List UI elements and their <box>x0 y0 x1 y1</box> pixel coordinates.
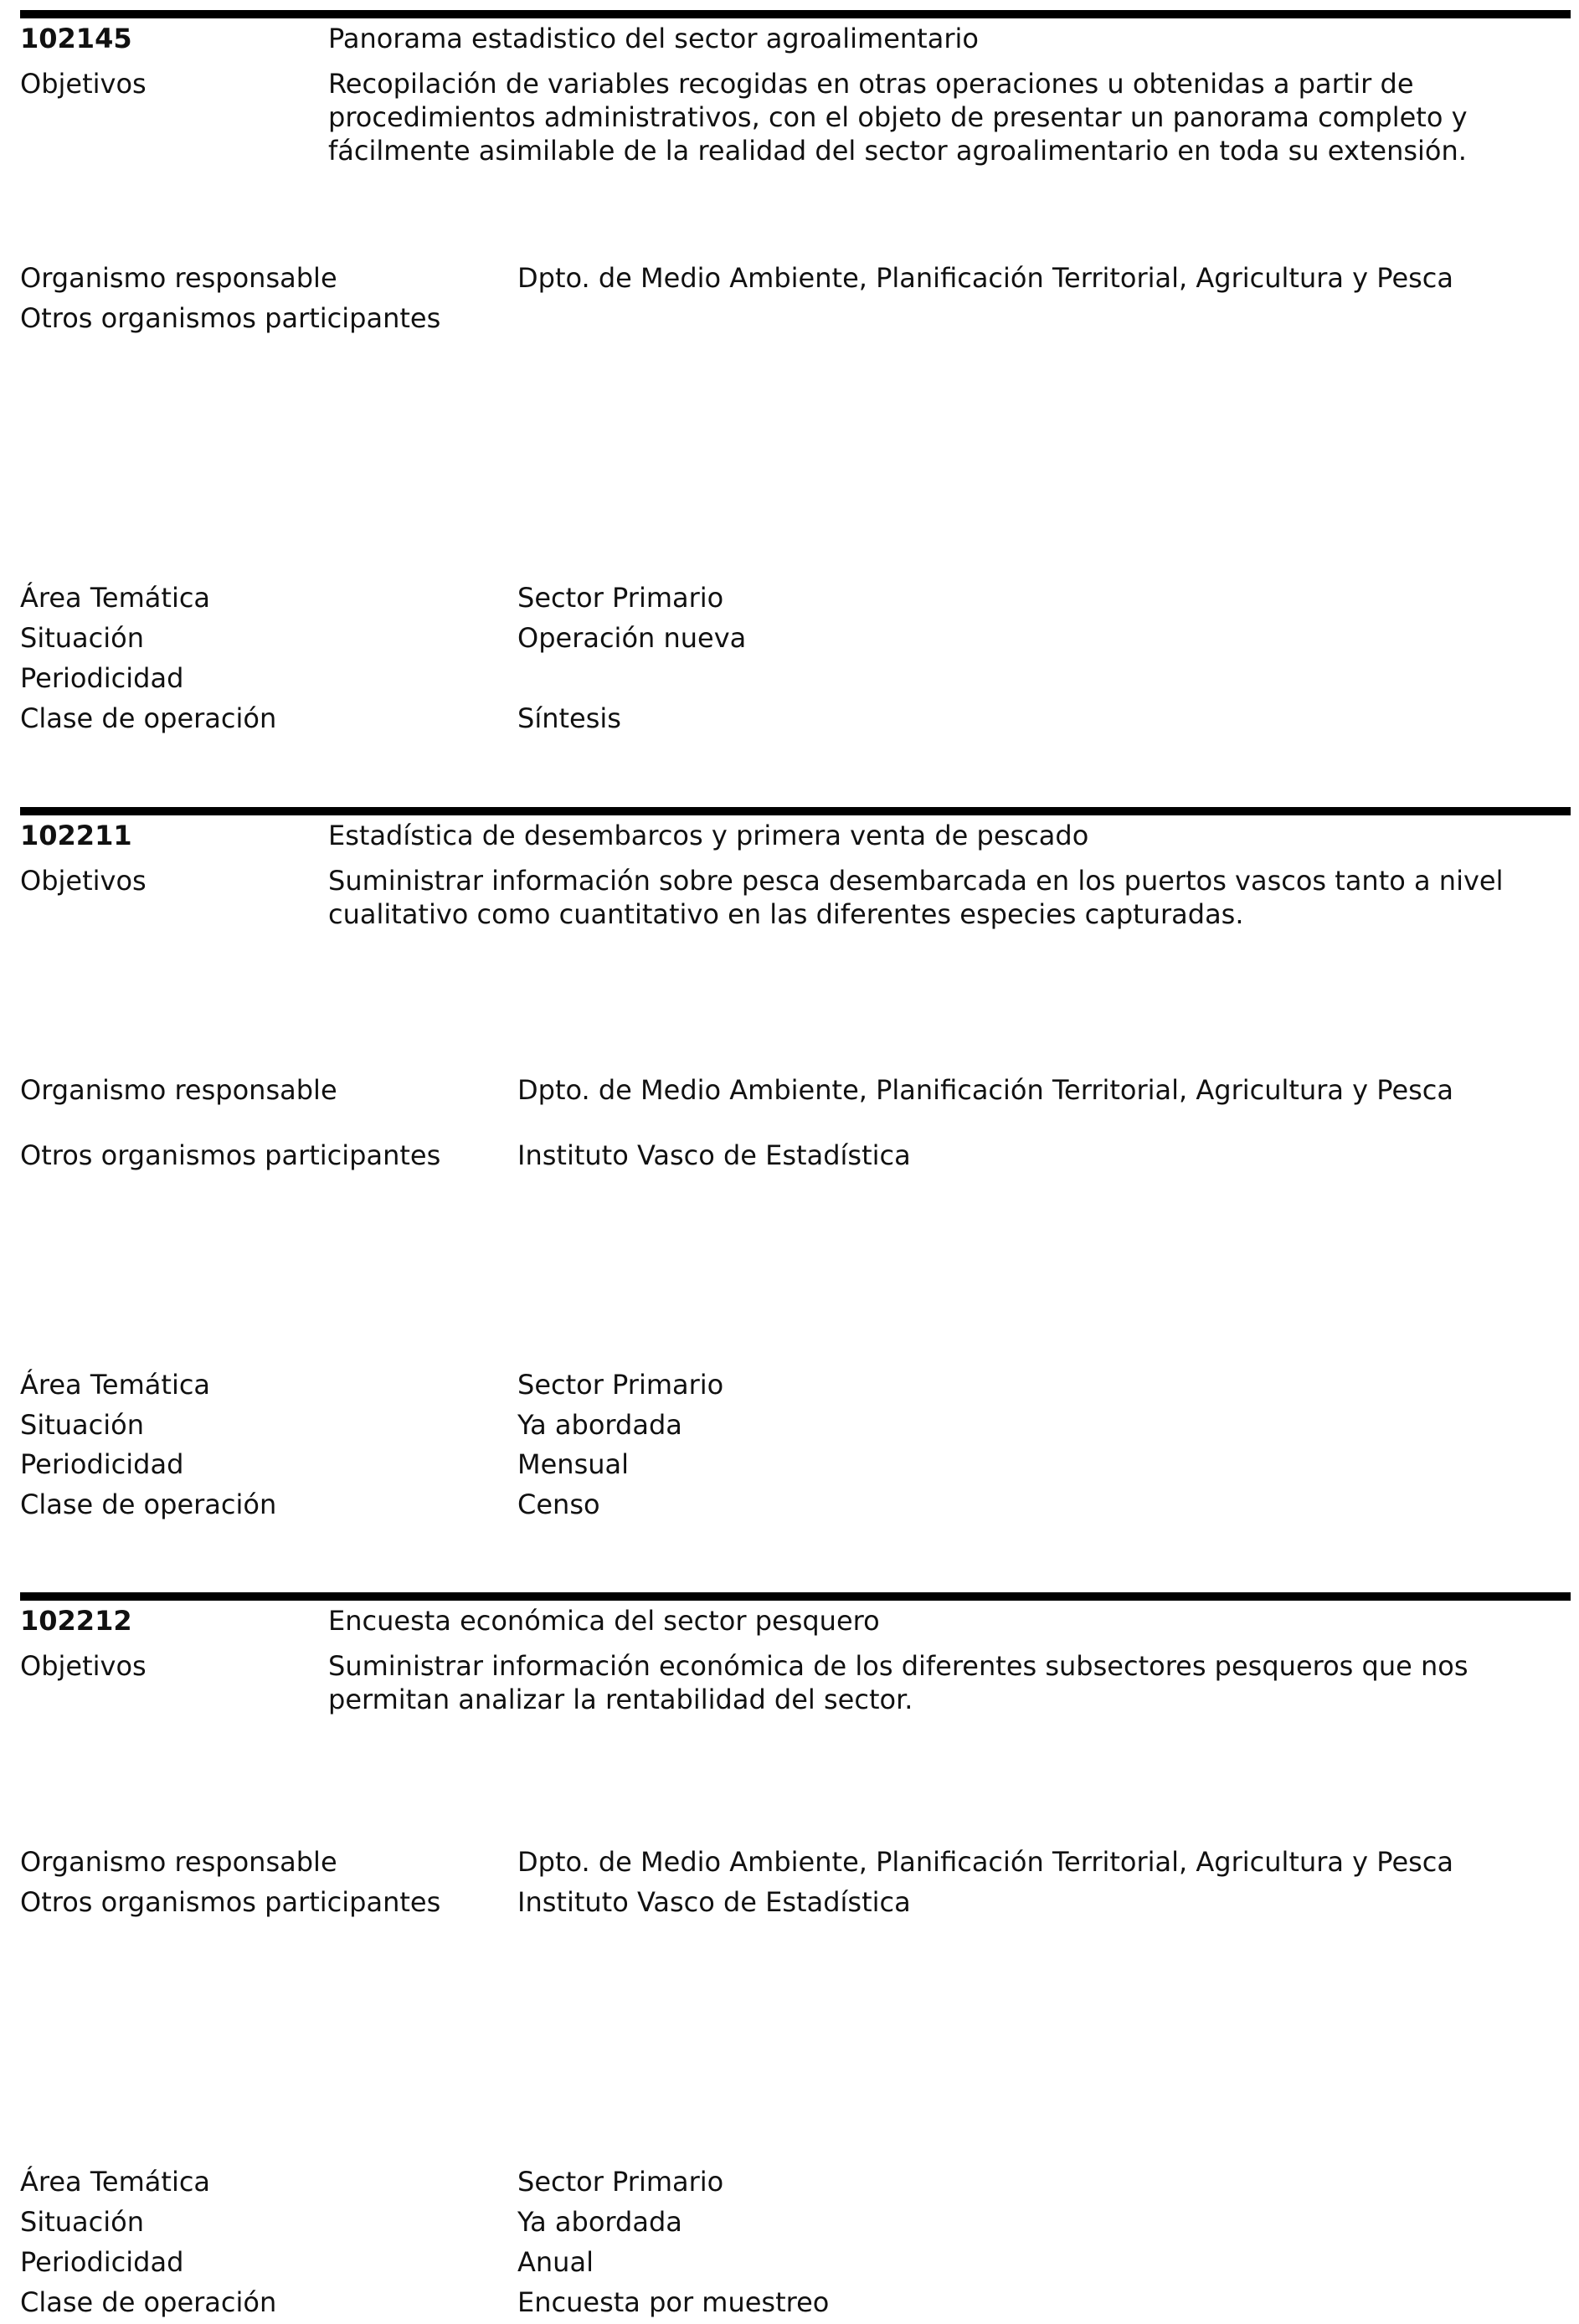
situacion-row <box>20 2205 1571 2239</box>
periodicidad-value <box>517 661 1571 695</box>
otros-label: Otros organismos participantes <box>20 1139 441 1171</box>
record-102145 <box>20 10 1571 167</box>
objetivos-text: Suministrar información económica de los diferentes subsectores pesqueros que nos permitan analizar la rentabilidad del sector. <box>328 1650 1468 1715</box>
objetivos-text: Recopilación de variables recogidas en otras operaciones u obtenidas a partir de procedimientos administrativos, con el objeto de presentar un panorama completo y fácilmente asimilable de la realidad del sector agroalimentario en toda su extensión. <box>328 68 1468 167</box>
record-header <box>20 1604 1571 1638</box>
situacion-value: Ya abordada <box>517 1409 682 1441</box>
periodicidad-value: Mensual <box>517 1448 630 1480</box>
record-header <box>20 22 1571 55</box>
organismo-label: Organismo responsable <box>20 1846 337 1878</box>
area-label: Área Temática <box>20 582 211 614</box>
organismo-value: Dpto. de Medio Ambiente, Planificación Territorial, Agricultura y Pesca <box>517 262 1453 294</box>
clase-row <box>20 702 1571 735</box>
organismo-value: Dpto. de Medio Ambiente, Planificación Territorial, Agricultura y Pesca <box>517 1074 1453 1106</box>
clase-row <box>20 1488 1571 1521</box>
record-code: 102145 <box>20 23 132 54</box>
record-title: Panorama estadistico del sector agroalimentario <box>328 23 979 54</box>
situacion-value: Operación nueva <box>517 622 747 654</box>
objetivos-text: Suministrar información sobre pesca desembarcada en los puertos vascos tanto a nivel cualitativo como cuantitativo en las diferentes especies capturadas. <box>328 865 1504 930</box>
area-value: Sector Primario <box>517 2166 724 2198</box>
clase-value: Encuesta por muestreo <box>517 2286 830 2318</box>
record-102212 <box>20 1592 1571 1716</box>
periodicidad-value: Anual <box>517 2246 594 2278</box>
otros-value <box>517 301 1571 335</box>
clase-value: Censo <box>517 1488 600 1520</box>
organismo-row <box>20 261 1571 295</box>
area-row <box>20 1368 1571 1401</box>
situacion-label: Situación <box>20 2206 144 2238</box>
situacion-label: Situación <box>20 622 144 654</box>
objetivos-row <box>20 1649 1571 1716</box>
periodicidad-row <box>20 661 1571 695</box>
objetivos-label: Objetivos <box>20 1650 147 1682</box>
area-value: Sector Primario <box>517 582 724 614</box>
record-102211 <box>20 807 1571 931</box>
organismo-value: Dpto. de Medio Ambiente, Planificación Territorial, Agricultura y Pesca <box>517 1846 1453 1878</box>
record-title: Encuesta económica del sector pesquero <box>328 1605 880 1637</box>
area-label: Área Temática <box>20 2166 211 2198</box>
otros-value: Instituto Vasco de Estadística <box>517 1886 911 1918</box>
organismo-label: Organismo responsable <box>20 1074 337 1106</box>
record-code: 102211 <box>20 820 132 851</box>
clase-label: Clase de operación <box>20 2286 277 2318</box>
organismo-row <box>20 1073 1571 1107</box>
periodicidad-label: Periodicidad <box>20 2246 184 2278</box>
area-row <box>20 2165 1571 2198</box>
situacion-row <box>20 621 1571 655</box>
otros-value: Instituto Vasco de Estadística <box>517 1139 911 1171</box>
periodicidad-row <box>20 1447 1571 1481</box>
otros-label: Otros organismos participantes <box>20 302 441 334</box>
clase-row <box>20 2285 1571 2319</box>
otros-row <box>20 301 1571 335</box>
organismo-label: Organismo responsable <box>20 262 337 294</box>
area-row <box>20 581 1571 614</box>
record-title: Estadística de desembarcos y primera venta de pescado <box>328 820 1089 851</box>
periodicidad-row <box>20 2245 1571 2279</box>
periodicidad-label: Periodicidad <box>20 1448 184 1480</box>
objetivos-label: Objetivos <box>20 865 147 897</box>
area-label: Área Temática <box>20 1369 211 1401</box>
area-value: Sector Primario <box>517 1369 724 1401</box>
periodicidad-label: Periodicidad <box>20 662 184 694</box>
clase-label: Clase de operación <box>20 702 277 734</box>
objetivos-row <box>20 67 1571 167</box>
clase-label: Clase de operación <box>20 1488 277 1520</box>
situacion-label: Situación <box>20 1409 144 1441</box>
record-header <box>20 819 1571 852</box>
situacion-row <box>20 1408 1571 1442</box>
record-code: 102212 <box>20 1605 132 1637</box>
otros-row <box>20 1885 1571 1919</box>
clase-value: Síntesis <box>517 702 621 734</box>
otros-label: Otros organismos participantes <box>20 1886 441 1918</box>
organismo-row <box>20 1845 1571 1879</box>
situacion-value: Ya abordada <box>517 2206 682 2238</box>
otros-row <box>20 1139 1571 1172</box>
objetivos-label: Objetivos <box>20 68 147 100</box>
objetivos-row <box>20 864 1571 931</box>
